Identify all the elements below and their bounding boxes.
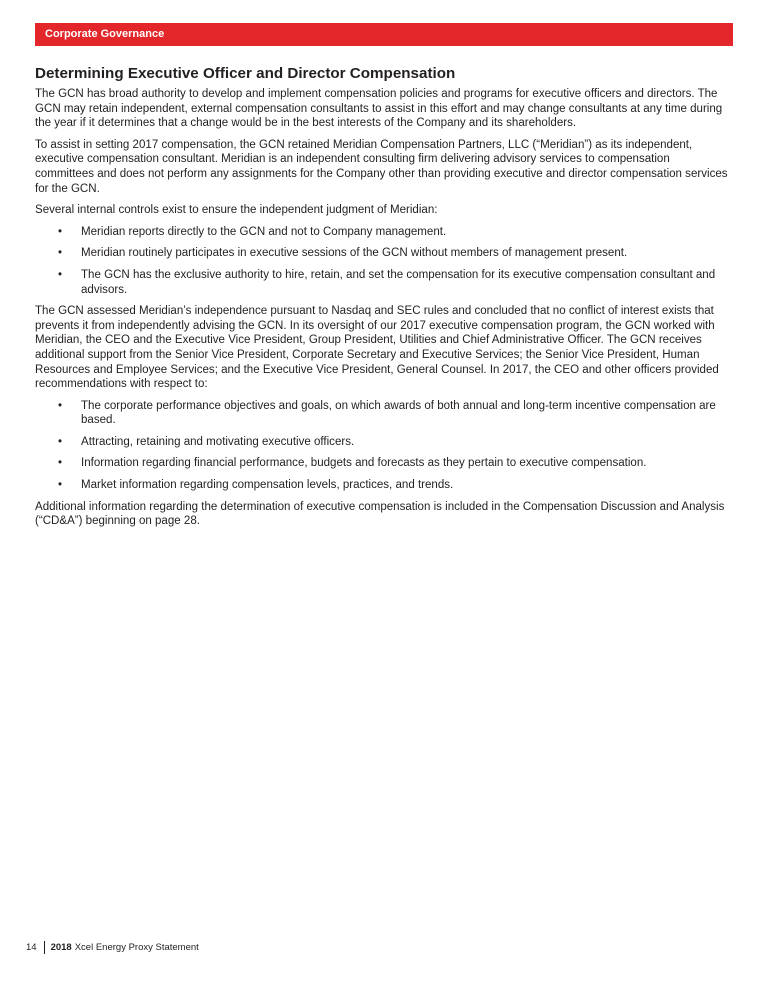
- bullet-icon: •: [58, 479, 63, 492]
- bullet-icon: •: [58, 247, 63, 260]
- section-title: Corporate Governance: [45, 28, 165, 40]
- list-item: [35, 478, 735, 493]
- footer-year: 2018: [50, 941, 72, 953]
- text-line: Information regarding financial performance, budgets and forecasts as they pertain to executive compensation.: [81, 457, 647, 470]
- paragraph-internal-controls: [35, 203, 735, 218]
- list-item: [35, 246, 735, 261]
- text-line: The GCN has the exclusive authority to hire, retain, and set the compensation for its executive compensation consultant and: [81, 268, 716, 281]
- text-line: advisors.: [81, 283, 128, 296]
- text-line: the year if it determines that a change would be in the best interests of the Company and its shareholders.: [35, 117, 577, 130]
- text-line: based.: [81, 414, 116, 427]
- text-line: GCN may retain independent, external compensation consultants to assist in this effort and may change consultants at any time during: [35, 102, 723, 115]
- bullet-icon: •: [58, 457, 63, 470]
- text-line: prevents it from independently advising the GCN. In its oversight of our 2017 executive compensation program, the GCN worked with: [35, 319, 715, 332]
- controls-bullet-list: [35, 225, 735, 297]
- text-line: Resources and Employee Services; and the Executive Vice President, General Counsel. In 2017, the CEO and other officers provided: [35, 363, 719, 376]
- bullet-icon: •: [58, 268, 63, 281]
- text-line: Meridian reports directly to the GCN and not to Company management.: [81, 225, 447, 238]
- bullet-icon: •: [58, 435, 63, 448]
- page-number: 14: [26, 941, 37, 953]
- paragraph-meridian-retention: [35, 138, 735, 196]
- list-item: [35, 399, 735, 428]
- text-line: committees and does not perform any assignments for the Company other than providing executive and director compensation services: [35, 167, 728, 180]
- text-line: for the GCN.: [35, 182, 100, 195]
- list-item: [35, 268, 735, 297]
- list-item: [35, 435, 735, 450]
- list-item: [35, 456, 735, 471]
- paragraph-independence: [35, 304, 735, 392]
- paragraph-additional-info: [35, 500, 735, 529]
- text-line: (“CD&A”) beginning on page 28.: [35, 515, 200, 528]
- page-title: Determining Executive Officer and Director Compensation: [35, 65, 456, 82]
- text-line: To assist in setting 2017 compensation, the GCN retained Meridian Compensation Partners, LLC (“Meridian”) as its independent,: [35, 138, 693, 151]
- footer-document-title: Xcel Energy Proxy Statement: [74, 941, 199, 953]
- section-header-bar: [35, 23, 733, 46]
- recommendations-bullet-list: [35, 399, 735, 493]
- text-line: recommendations with respect to:: [35, 378, 208, 391]
- page-content: [35, 64, 735, 536]
- text-line: additional support from the Senior Vice President, Corporate Secretary and Executive Services; the Senior Vice President, Human: [35, 348, 700, 361]
- text-line: Meridian routinely participates in executive sessions of the GCN without members of management present.: [81, 247, 628, 260]
- text-line: The GCN has broad authority to develop and implement compensation policies and programs for executive officers and directors. The: [35, 88, 718, 100]
- text-line: executive compensation consultant. Meridian is an independent consulting firm delivering advisory services to compensation: [35, 153, 670, 166]
- text-line: Several internal controls exist to ensure the independent judgment of Meridian:: [35, 204, 438, 217]
- page-footer: [26, 941, 199, 954]
- text-line: Market information regarding compensation levels, practices, and trends.: [81, 479, 454, 492]
- bullet-icon: •: [58, 399, 63, 412]
- text-line: Additional information regarding the determination of executive compensation is included in the Compensation Discussion and Analysis: [35, 500, 725, 513]
- text-line: Meridian, the CEO and the Executive Vice President, Group President, Utilities and Chief Administrative Officer. The GCN receives: [35, 334, 702, 347]
- bullet-icon: •: [58, 225, 63, 238]
- footer-divider: [44, 941, 45, 954]
- paragraph-authority: [35, 87, 735, 131]
- text-line: The corporate performance objectives and goals, on which awards of both annual and long-term incentive compensation are: [81, 399, 716, 412]
- text-line: Attracting, retaining and motivating executive officers.: [81, 435, 355, 448]
- text-line: The GCN assessed Meridian’s independence pursuant to Nasdaq and SEC rules and concluded that no conflict of interest exists that: [35, 305, 714, 318]
- list-item: [35, 225, 735, 240]
